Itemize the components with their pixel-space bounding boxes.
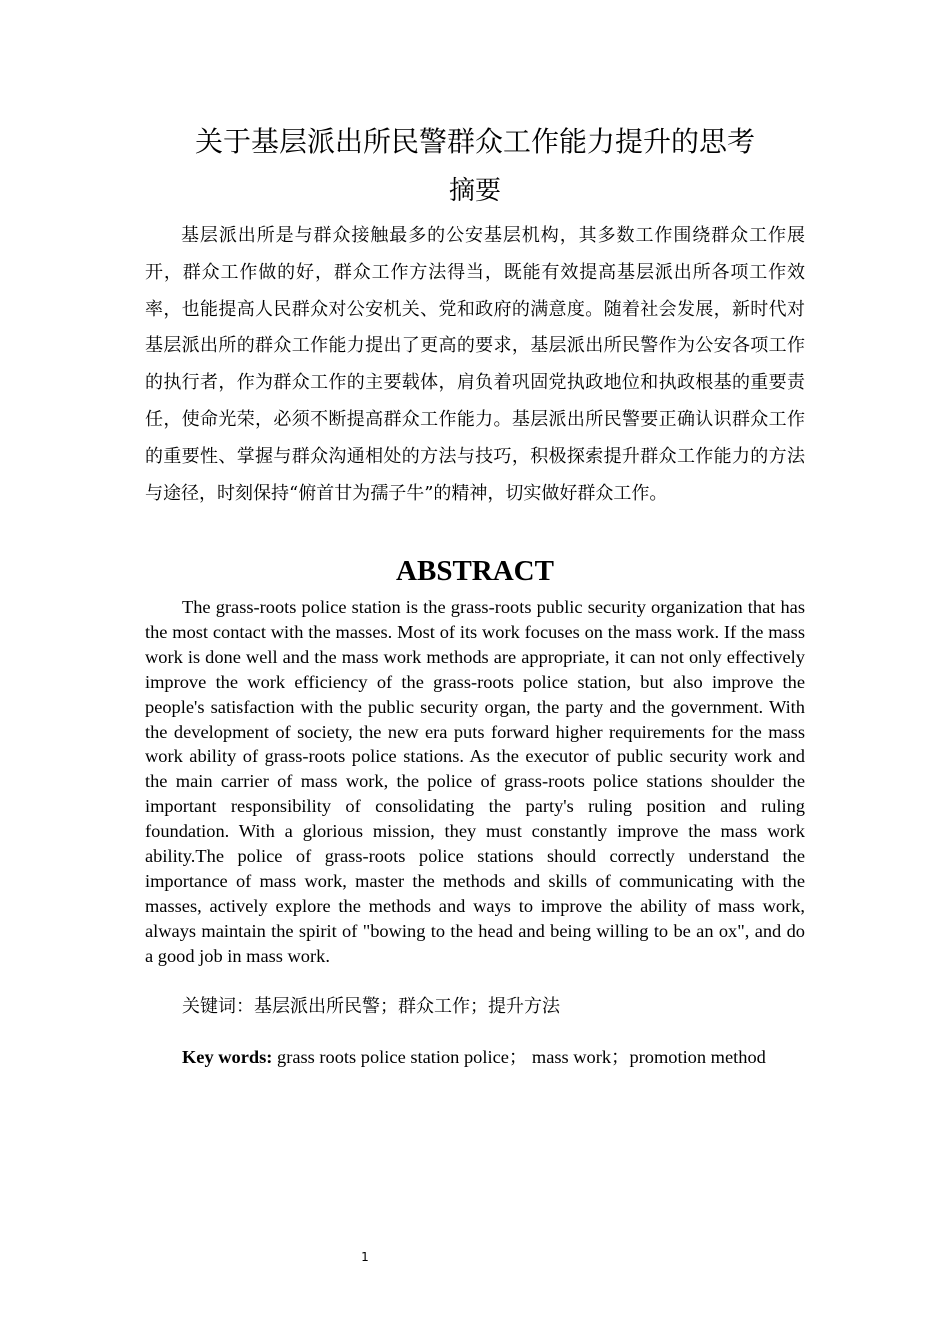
english-keywords-value: grass roots police station police； mass work；promotion method: [272, 1047, 766, 1067]
english-keywords: [182, 1044, 766, 1070]
chinese-keywords-label: 关键词：: [182, 996, 254, 1017]
chinese-abstract-heading: 摘要: [448, 176, 501, 206]
paper-title: 关于基层派出所民警群众工作能力提升的思考: [194, 125, 755, 158]
chinese-keywords-value: 基层派出所民警；群众工作；提升方法: [254, 996, 560, 1017]
english-abstract-heading: ABSTRACT: [396, 555, 554, 587]
english-keywords-label: Key words:: [182, 1047, 273, 1067]
page-number: 1: [361, 1250, 369, 1264]
english-abstract-body: The grass-roots police station is the grass-roots public security organization that has the most contact with the masses. Most of its work focuses on the mass work. If the mass work is done well and the mass work methods are appropriate, it can not only effectively improve the work efficiency of the grass-roots police station, but also improve the people's satisfaction with the public security organ, the party and the government. With the development of society, the new era puts forward higher requirements for the mass work ability of grass-roots police stations. As the executor of public security work and the main carrier of mass work, the police of grass-roots police stations shoulder the important responsibility of consolidating the party's ruling position and ruling foundation. With a glorious mission, they must constantly improve the mass work ability.The police of grass-roots police stations should correctly understand the importance of mass work, master the methods and skills of communicating with the masses, actively explore the methods and ways to improve the ability of mass work, always maintain the spirit of "bowing to the head and being willing to be an ox", and do a good job in mass work.: [145, 597, 805, 966]
chinese-keywords: [182, 993, 560, 1021]
chinese-abstract-body: 基层派出所是与群众接触最多的公安基层机构，其多数工作围绕群众工作展开，群众工作做的好，群众工作方法得当，既能有效提高基层派出所各项工作效率，也能提高人民群众对公安机关、党和政府的满意度。随着社会发展，新时代对基层派出所的群众工作能力提出了更高的要求，基层派出所民警作为公安各项工作的执行者，作为群众工作的主要载体，肩负着巩固党执政地位和执政根基的重要责任，使命光荣，必须不断提高群众工作能力。基层派出所民警要正确认识群众工作的重要性、掌握与群众沟通相处的方法与技巧，积极探索提升群众工作能力的方法与途径，时刻保持“俯首甘为孺子牛”的精神，切实做好群众工作。: [145, 225, 805, 504]
